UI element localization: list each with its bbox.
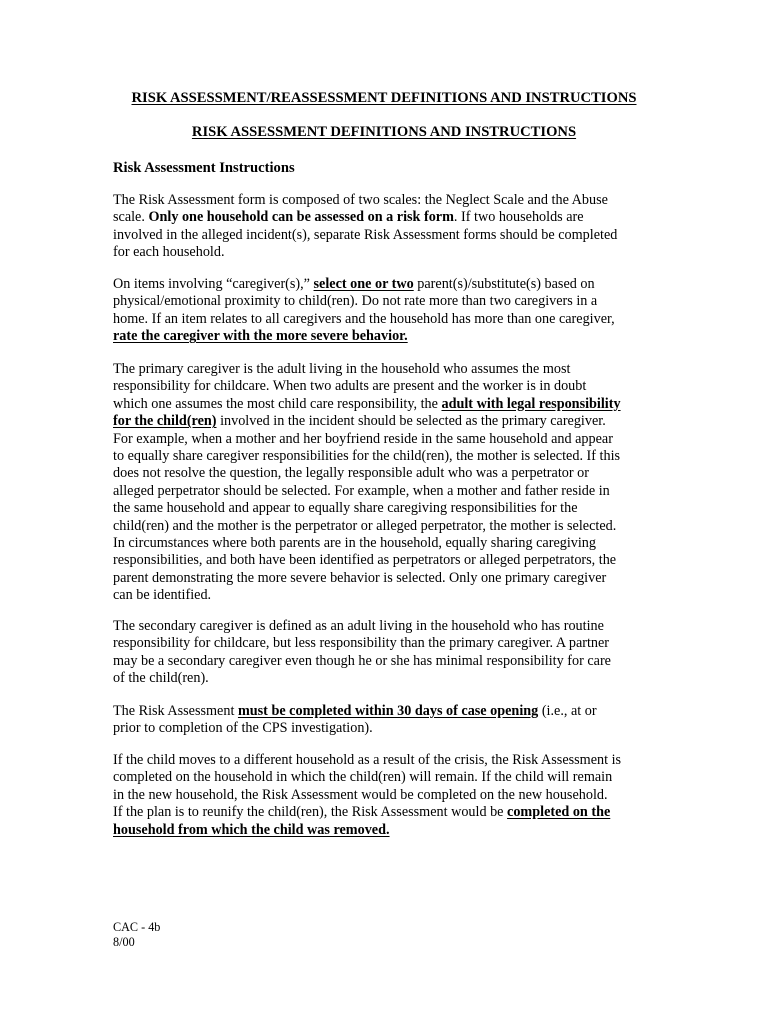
emphasis-one-household: Only one household can be assessed on a risk form [148,209,454,226]
text-run: parent(s)/substitute(s) based on [413,276,595,292]
text-line: of the child(ren). [113,670,209,687]
text-line [113,396,673,413]
text-line: the same household and appear to equally share caregiving responsibilities for the [113,500,578,517]
text-line: in the new household, the Risk Assessment would be completed on the new household. [113,786,608,803]
text-line: physical/emotional proximity to child(ren). Do not rate more than two caregivers in a [113,293,598,310]
text-run: involved in the incident should be selected as the primary caregiver. [216,413,606,430]
text-run: The Risk Assessment [113,703,238,719]
text-line: does not resolve the question, the legally responsible adult who was a perpetrator or [113,465,589,482]
document-title: RISK ASSESSMENT/REASSESSMENT DEFINITIONS AND INSTRUCTIONS [131,90,637,106]
text-line: can be identified. [113,587,212,604]
form-code: CAC - 4b [113,920,161,934]
text-line: parent demonstrating the more severe behavior is selected. Only one primary caregiver [113,569,607,586]
document-subtitle: RISK ASSESSMENT DEFINITIONS AND INSTRUCTIONS [191,124,577,140]
text-line: to equally share caregiver responsibilities for the child(ren), the mother is selected. If this [113,448,621,465]
text-line [113,703,673,720]
paragraph-primary-caregiver [113,361,673,605]
text-run: which one assumes the most child care responsibility, the [113,395,442,412]
text-line: The Risk Assessment form is composed of two scales: the Neglect Scale and the Abuse [113,192,608,208]
text-line: completed on the household in which the child(ren) will remain. If the child will remain [113,769,613,786]
revision-date: 8/00 [113,935,135,949]
section-heading: Risk Assessment Instructions [113,160,295,176]
text-run: On items involving “caregiver(s),” [113,276,314,292]
emphasis-legal-responsibility: adult with legal responsibility [441,395,621,412]
document-footer [113,920,160,950]
emphasis-30-days: must be completed within 30 days of case opening [237,703,539,719]
text-run: If the plan is to reunify the child(ren), the Risk Assessment would be [113,804,508,821]
text-line [113,413,673,430]
text-line: If the child moves to a different household as a result of the crisis, the Risk Assessment is [113,752,622,768]
text-run: scale. [113,209,149,226]
text-line: The secondary caregiver is defined as an adult living in the household who has routine [113,618,604,634]
text-line: In circumstances where both parents are in the household, equally sharing caregiving [113,535,596,552]
text-line: child(ren) and the mother is the perpetrator or alleged perpetrator, the mother is selected. [113,517,617,534]
emphasis-severe-behavior: rate the caregiver with the more severe behavior. [113,328,408,345]
text-line: responsibilities, and both have been identified as perpetrators or alleged perpetrators, the [113,552,617,569]
text-line: The primary caregiver is the adult living in the household who assumes the most [113,361,571,377]
text-line: may be a secondary caregiver even though he or she has minimal responsibility for care [113,652,611,669]
paragraph-household-change [113,752,673,839]
text-line: alleged perpetrator should be selected. For example, when a mother and father reside in [113,482,610,499]
text-line: involved in the alleged incident(s), separate Risk Assessment forms should be completed [113,226,618,243]
emphasis-household-removed: household from which the child was removed. [113,821,390,838]
text-line: prior to completion of the CPS investigation). [113,720,373,737]
paragraph-secondary-caregiver [113,618,673,688]
paragraph-caregiver-selection [113,276,673,346]
text-line: responsibility for childcare, but less responsibility than the primary caregiver. A partner [113,635,610,652]
text-line [113,804,673,821]
text-line: for each household. [113,244,225,261]
emphasis-select-one-or-two: select one or two [313,276,414,292]
text-line: home. If an item relates to all caregivers and the household has more than one caregiver, [113,310,615,327]
text-run: (i.e., at or [538,703,597,719]
text-line [113,276,673,293]
text-run: . If two households are [453,209,584,226]
text-line [113,209,673,226]
emphasis-completed-on-the: completed on the [507,804,611,821]
paragraph-form-composition [113,192,673,262]
text-line: responsibility for childcare. When two adults are present and the worker is in doubt [113,378,587,395]
emphasis-for-children: for the child(ren) [113,413,217,430]
text-line: For example, when a mother and her boyfriend reside in the same household and appear [113,430,613,447]
paragraph-completion-deadline [113,703,673,738]
